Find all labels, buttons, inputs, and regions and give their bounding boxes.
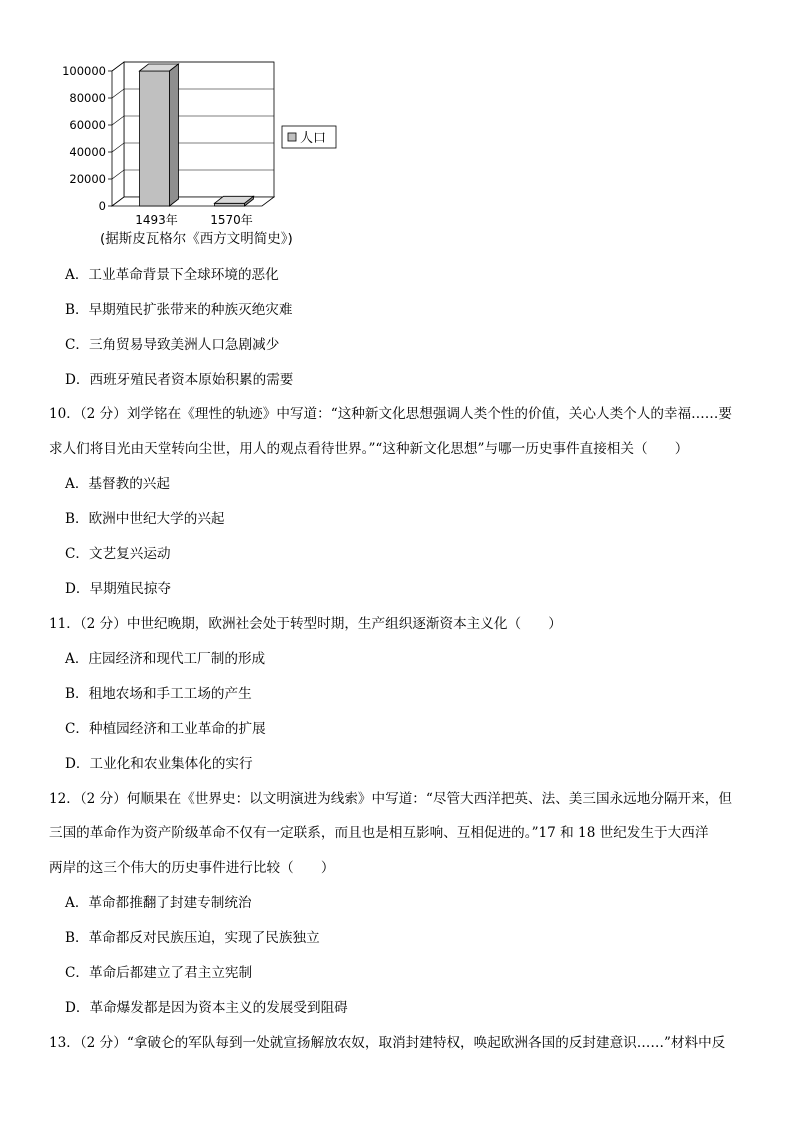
q10-option-b: B．欧洲中世纪大学的兴起 xyxy=(65,511,225,527)
chart-legend-swatch xyxy=(288,133,296,141)
population-chart xyxy=(60,56,360,251)
chart-y-tick-label: 80000 xyxy=(69,91,106,105)
q12-option-d: D．革命爆发都是因为资本主义的发展受到阻碍 xyxy=(65,1000,348,1016)
chart-x-tick-label: 1493年 xyxy=(135,213,178,227)
q10-option-a: A．基督教的兴起 xyxy=(65,476,170,492)
q12-stem-line-2: 三国的革命作为资产阶级革命不仅有一定联系，而且也是相互影响、互相促进的。”17 和 18 世纪发生于大西洋 xyxy=(49,825,709,841)
q13-stem-line-1: 13．（2 分）“拿破仑的军队每到一处就宣扬解放农奴，取消封建特权，唤起欧洲各国的反封建意识……”材料中反 xyxy=(49,1035,726,1051)
chart-bar-front xyxy=(140,71,170,206)
chart-y-tick-label: 60000 xyxy=(69,118,106,132)
q11-option-d: D．工业化和农业集体化的实行 xyxy=(65,756,253,772)
chart-y-tick-label: 20000 xyxy=(69,172,106,186)
q9-option-c: C．三角贸易导致美洲人口急剧减少 xyxy=(65,337,280,353)
q10-option-d: D．早期殖民掠夺 xyxy=(65,581,172,597)
q10-option-c: C．文艺复兴运动 xyxy=(65,546,171,562)
q12-option-c: C．革命后都建立了君主立宪制 xyxy=(65,965,253,981)
q9-option-a: A．工业革命背景下全球环境的恶化 xyxy=(65,267,279,283)
chart-y-tick-label: 40000 xyxy=(69,145,106,159)
q9-option-b: B．早期殖民扩张带来的种族灭绝灾难 xyxy=(65,302,293,318)
chart-y-tick-label: 100000 xyxy=(62,64,106,78)
q11-option-b: B．租地农场和手工工场的产生 xyxy=(65,686,252,702)
q12-stem-line-3: 两岸的这三个伟大的历史事件进行比较（ ） xyxy=(49,860,335,876)
q11-option-c: C．种植园经济和工业革命的扩展 xyxy=(65,721,266,737)
chart-left-wall xyxy=(112,62,124,206)
q12-option-a: A．革命都推翻了封建专制统治 xyxy=(65,895,252,911)
chart-x-tick-label: 1570年 xyxy=(210,213,253,227)
chart-bar-front xyxy=(215,203,245,206)
chart-legend-label: 人口 xyxy=(300,131,327,146)
q12-stem-line-1: 12．（2 分）何顺果在《世界史：以文明演进为线索》中写道：“尽管大西洋把英、法、美三国永远地分隔开来，但 xyxy=(49,791,732,807)
q10-stem-line-2: 求人们将目光由天堂转向尘世，用人的观点看待世界。”“这种新文化思想”与哪一历史事件直接相关（ ） xyxy=(49,441,689,457)
q10-stem-line-1: 10．（2 分）刘学铭在《理性的轨迹》中写道：“这种新文化思想强调人类个性的价值，关心人类个人的幸福……要 xyxy=(49,406,732,422)
chart-bar-side xyxy=(170,64,179,206)
q12-option-b: B．革命都反对民族压迫，实现了民族独立 xyxy=(65,930,320,946)
chart-source-note: (据斯皮瓦格尔《西方文明简史》) xyxy=(100,231,293,247)
population-bar-chart xyxy=(60,56,360,228)
q11-option-a: A．庄园经济和现代工厂制的形成 xyxy=(65,651,266,667)
q11-stem-line-1: 11．（2 分）中世纪晚期，欧洲社会处于转型时期，生产组织逐渐资本主义化（ ） xyxy=(49,616,562,632)
chart-y-tick-label: 0 xyxy=(98,199,106,213)
q9-option-d: D．西班牙殖民者资本原始积累的需要 xyxy=(65,372,294,388)
